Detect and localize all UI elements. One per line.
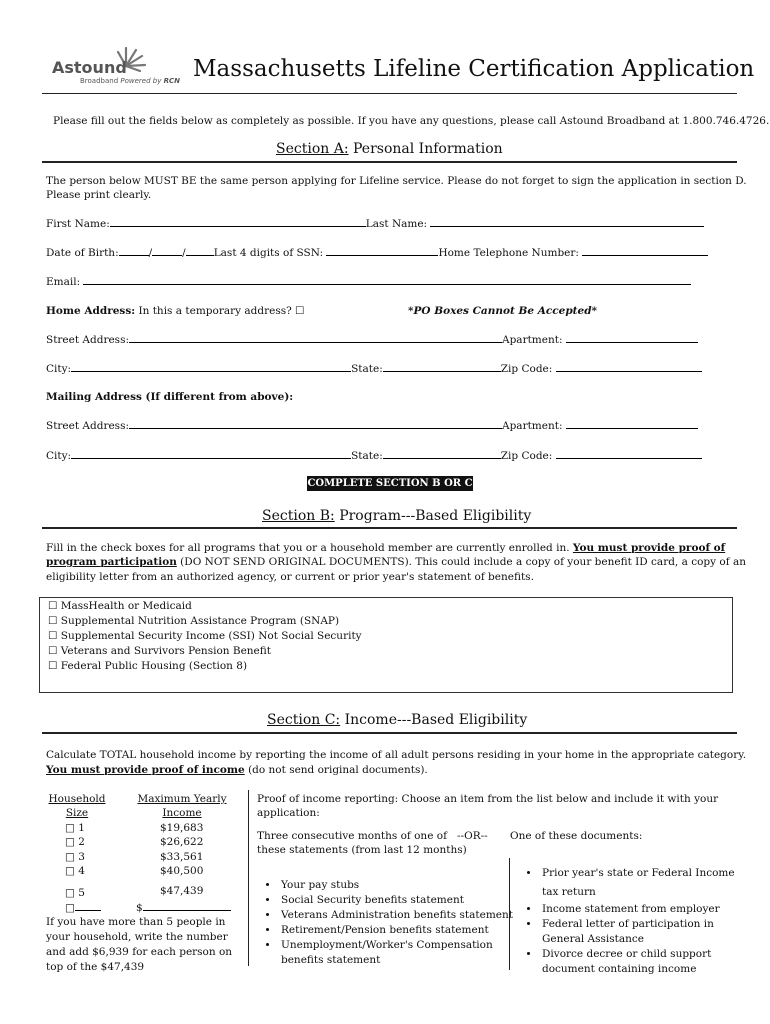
apartment-field[interactable]	[566, 332, 698, 343]
mailing-address-label: Mailing Address (If different from above):	[46, 391, 294, 403]
section-a-instructions-1: The person below MUST BE the same person applying for Lifeline service. Please do not forget to sign the application in section D.	[46, 175, 747, 187]
zip-label: Zip Code:	[500, 363, 553, 375]
ssn-field[interactable]	[326, 245, 438, 256]
astound-logo	[52, 44, 184, 90]
state-label: State:	[351, 363, 383, 375]
proof-instr-2: application:	[257, 807, 320, 819]
mailing-street-label: Street Address:	[46, 420, 129, 432]
mailing-apartment-label: Apartment:	[502, 420, 563, 432]
one-of-documents: One of these documents:	[510, 830, 643, 842]
logo-sub: Broadband	[80, 77, 119, 85]
section-b-title: Section B: Program---Based Eligibility	[262, 508, 532, 524]
header-divider	[42, 93, 737, 94]
list-item: • Social Security benefits statement	[279, 893, 529, 908]
section-c-title: Section C: Income---Based Eligibility	[267, 712, 528, 728]
or-separator: --OR--	[457, 830, 488, 842]
three-months-1: Three consecutive months of one of	[257, 830, 447, 842]
household-size-2[interactable]: □ 2	[65, 836, 85, 848]
income-other-dollar: $	[136, 902, 143, 914]
list-item: • Federal letter of participation in General Assistance	[540, 917, 740, 947]
intro-text: Please fill out the fields below as completely as possible. If you have any questions, please call Astound Broadband at 1.800.746.4726.	[53, 115, 770, 127]
three-months-2: these statements (from last 12 months)	[257, 844, 467, 856]
first-name-field[interactable]	[110, 216, 366, 227]
income-column-divider	[248, 790, 249, 966]
mailing-street-field[interactable]	[129, 418, 502, 429]
home-phone-field[interactable]	[582, 245, 708, 256]
section-a-instructions-2: Please print clearly.	[46, 189, 152, 201]
documents-list	[517, 864, 740, 977]
statements-list	[256, 878, 529, 968]
income-4: $40,500	[160, 865, 204, 877]
section-c-instr-rest: (do not send original documents).	[244, 764, 428, 776]
home-address-label: Home Address:	[46, 305, 136, 317]
last-name-label: Last Name:	[365, 218, 428, 230]
first-name-label: First Name:	[46, 218, 110, 230]
household-header: Household Size	[48, 793, 106, 819]
program-checkbox-masshealth[interactable]: ☐ MassHealth or Medicaid	[48, 600, 192, 612]
dob-label: Date of Birth:	[46, 247, 119, 259]
logo-partner: RCN	[163, 77, 180, 85]
household-size-4[interactable]: □ 4	[65, 865, 85, 877]
temporary-address-checkbox[interactable]: In this a temporary address? ☐	[138, 305, 305, 317]
household-size-5[interactable]: □ 5	[65, 887, 85, 899]
logo-brand: Astound	[52, 58, 127, 77]
email-label: Email:	[46, 276, 81, 288]
household-size-other[interactable]: □	[65, 902, 75, 914]
mailing-city-label: City:	[46, 450, 72, 462]
logo-powered: Powered by	[120, 77, 162, 85]
mailing-state-field[interactable]	[383, 448, 501, 459]
section-b-instr-a: Fill in the check boxes for all programs that you or a household member are currently enrolled in.	[46, 542, 573, 554]
mailing-zip-field[interactable]	[556, 448, 702, 459]
dob-year-field[interactable]	[186, 245, 214, 256]
section-c-divider	[42, 732, 737, 734]
dob-day-field[interactable]	[152, 245, 182, 256]
household-size-3[interactable]: □ 3	[65, 851, 85, 863]
section-c-instr-1: Calculate TOTAL household income by reporting the income of all adult persons residing in your home in the appropriate category.	[46, 749, 747, 761]
proof-instr-1: Proof of income reporting: Choose an item from the list below and include it with your	[257, 793, 719, 805]
city-field[interactable]	[71, 361, 351, 372]
state-field[interactable]	[383, 361, 501, 372]
mailing-zip-label: Zip Code:	[500, 450, 553, 462]
more-people-note: If you have more than 5 people in your household, write the number and add $6,939 for each person on top of the $47,439	[46, 916, 233, 973]
list-item: • Your pay stubs	[279, 878, 529, 893]
program-checklist-box	[39, 597, 733, 693]
section-b-instr-d: eligibility letter from an authorized agency, or current or prior year's statement of benefits.	[46, 571, 534, 583]
program-checkbox-ssi[interactable]: ☐ Supplemental Security Income (SSI) Not Social Security	[48, 630, 362, 642]
list-item: • Divorce decree or child support document containing income	[540, 947, 740, 977]
city-label: City:	[46, 363, 72, 375]
household-size-1[interactable]: □ 1	[65, 822, 85, 834]
section-a-title: Section A: Personal Information	[276, 141, 503, 157]
street-address-field[interactable]	[129, 332, 502, 343]
section-b-instr-c: (DO NOT SEND ORIGINAL DOCUMENTS). This could include a copy of your benefit ID card, a copy of an	[176, 556, 746, 568]
list-item: • Veterans Administration benefits statement	[279, 908, 529, 923]
home-phone-label: Home Telephone Number:	[438, 247, 579, 259]
income-5: $47,439	[160, 885, 204, 897]
last-name-field[interactable]	[430, 216, 704, 227]
income-2: $26,622	[160, 836, 204, 848]
section-c-instr-proof: You must provide proof of income	[46, 764, 245, 776]
dob-month-field[interactable]	[119, 245, 149, 256]
mailing-state-label: State:	[351, 450, 383, 462]
program-checkbox-veterans[interactable]: ☐ Veterans and Survivors Pension Benefit	[48, 645, 271, 657]
section-a-divider	[42, 161, 737, 163]
page-title: Massachusetts Lifeline Certification Application	[193, 56, 755, 82]
household-size-other-field[interactable]	[75, 900, 101, 911]
zip-field[interactable]	[556, 361, 702, 372]
program-checkbox-housing[interactable]: ☐ Federal Public Housing (Section 8)	[48, 660, 248, 672]
program-checkbox-snap[interactable]: ☐ Supplemental Nutrition Assistance Program (SNAP)	[48, 615, 340, 627]
mailing-apartment-field[interactable]	[566, 418, 698, 429]
income-other-field[interactable]	[143, 900, 231, 911]
apartment-label: Apartment:	[502, 334, 563, 346]
complete-section-banner: COMPLETE SECTION B OR C	[307, 478, 473, 489]
list-item: • Unemployment/Worker's Compensation benefits statement	[279, 938, 496, 968]
income-1: $19,683	[160, 822, 204, 834]
street-address-label: Street Address:	[46, 334, 129, 346]
list-item: • Prior year's state or Federal Income tax return	[540, 864, 740, 902]
list-item: • Retirement/Pension benefits statement	[279, 923, 529, 938]
mailing-city-field[interactable]	[71, 448, 351, 459]
list-item: • Income statement from employer	[540, 902, 740, 917]
section-b-instr-proof: You must provide proof of	[572, 542, 726, 554]
section-b-divider	[42, 527, 737, 529]
section-b-instr-participation: program participation	[46, 556, 177, 568]
ssn-label: Last 4 digits of SSN:	[213, 247, 324, 259]
po-box-notice: *PO Boxes Cannot Be Accepted*	[408, 305, 598, 317]
income-header: Maximum Yearly Income	[137, 793, 227, 819]
income-3: $33,561	[160, 851, 204, 863]
email-field[interactable]	[83, 274, 691, 285]
